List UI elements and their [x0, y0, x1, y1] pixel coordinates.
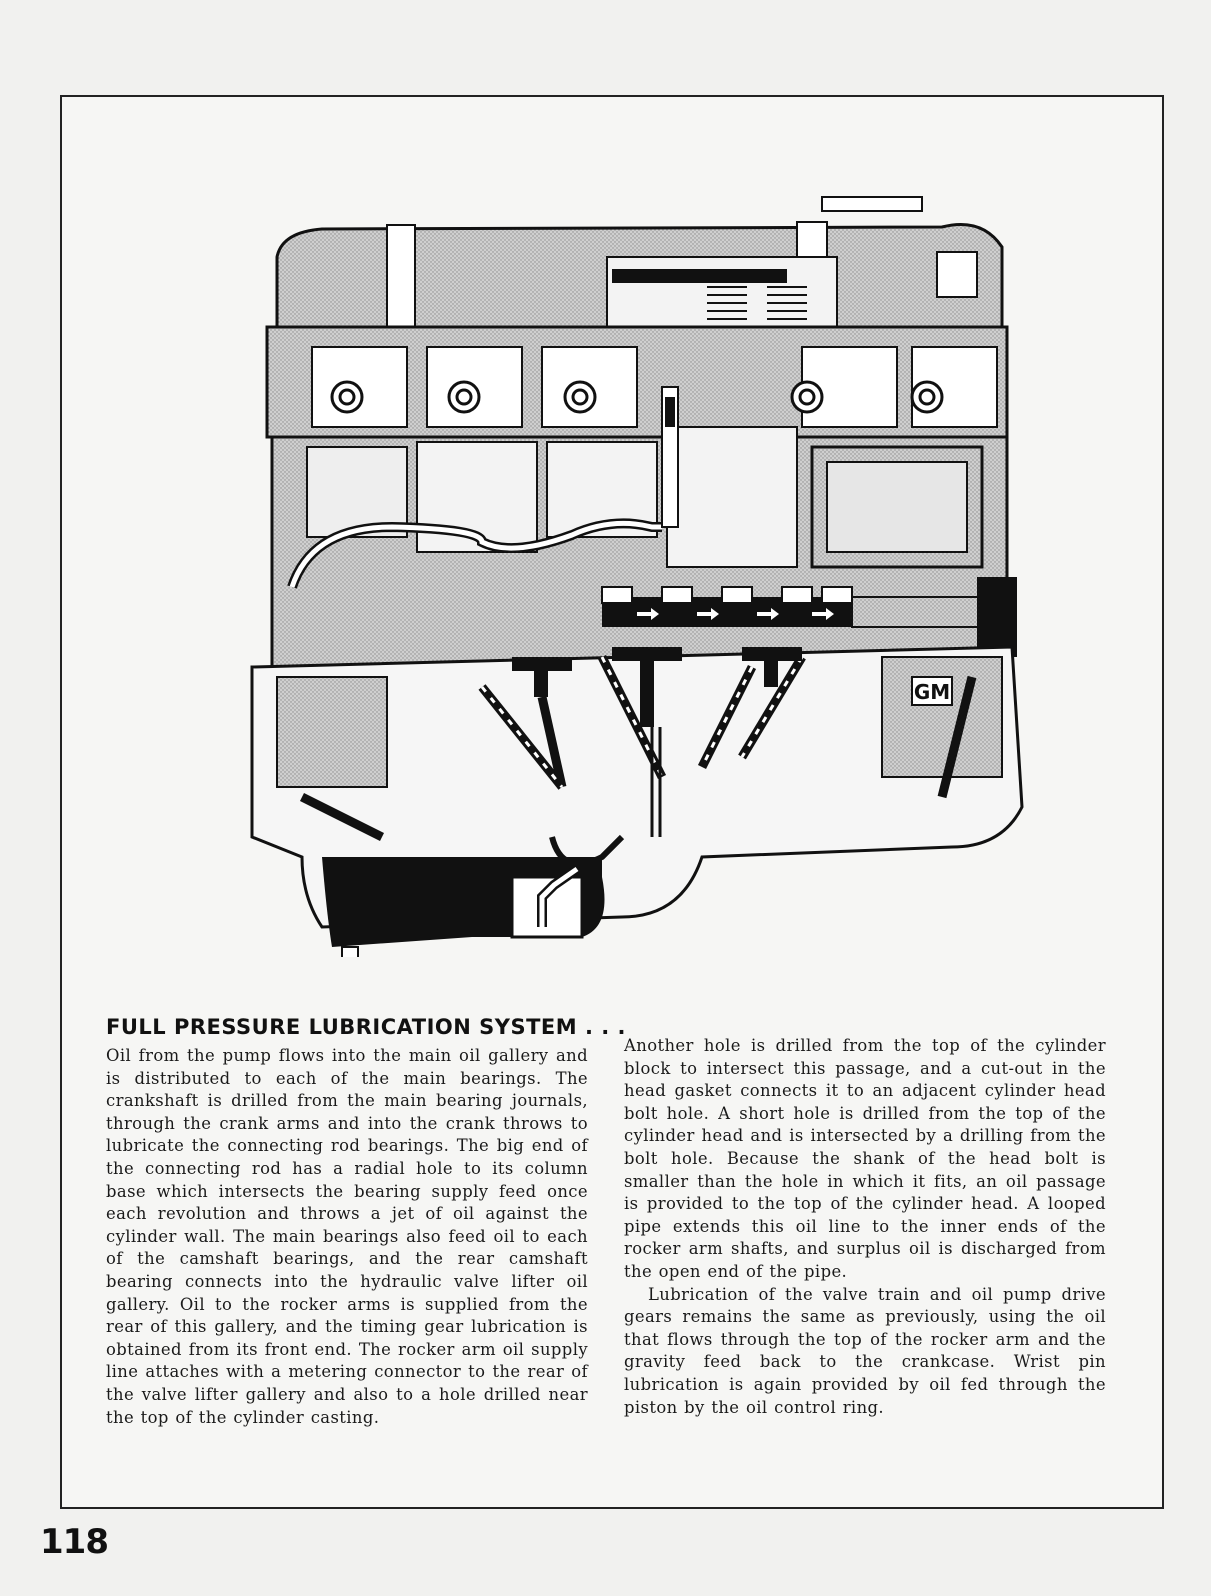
oil-pan [322, 857, 605, 957]
engine-badge: GM [913, 680, 951, 704]
caption-paragraph: Lubrication of the valve train and oil pump drive gears remains the same as previously, using the oil that flows through the top of the rocker arm and the gravity feed back to the crankcase. Wrist pin lubrication is again provided by oil fed through the piston by the oil control ring. [624, 1284, 1106, 1417]
caption-left-column [106, 1045, 588, 1429]
page-number: 118 [40, 1522, 108, 1562]
caption-paragraph: Another hole is drilled from the top of the cylinder block to intersect this passage, and a cut-out in the head gasket connects it to an adjacent cylinder head bolt hole. A short hole is drilled from the top of the cylinder head and is intersected by a drilling from the bolt hole. Because the shank of the head bolt is smaller than the hole in which it fits, an oil passage is provided to the top of the cylinder head. A looped pipe extends this oil line to the inner ends of the rocker arm shafts, and surplus oil is discharged from the open end of the pipe. [624, 1036, 1106, 1281]
caption-heading: FULL PRESSURE LUBRICATION SYSTEM . . . [106, 1015, 627, 1039]
caption-paragraph: Oil from the pump flows into the main oil gallery and is distributed to each of the main bearings. The crankshaft is drilled from the main bearing journals, through the crank arms and into the crank throws to lubricate the connecting rod bearings. The big end of the connecting rod has a radial hole to its column base which intersects the bearing supply feed once each revolution and throws a jet of oil against the cylinder wall. The main bearings also feed oil to each of the camshaft bearings, and the rear camshaft bearing connects into the hydraulic valve lifter oil gallery. Oil to the rocker arms is supplied from the rear of this gallery, and the timing gear lubrication is obtained from its front end. The rocker arm oil supply line attaches with a metering connector to the rear of the valve lifter gallery and also to a hole drilled near the top of the cylinder casting. [106, 1046, 588, 1427]
cylinder-head [267, 327, 1007, 437]
caption-right-column [624, 1035, 1106, 1419]
rocker-cover [277, 197, 1002, 337]
engine-lubrication-illustration [182, 157, 1082, 957]
page-frame [60, 95, 1164, 1509]
